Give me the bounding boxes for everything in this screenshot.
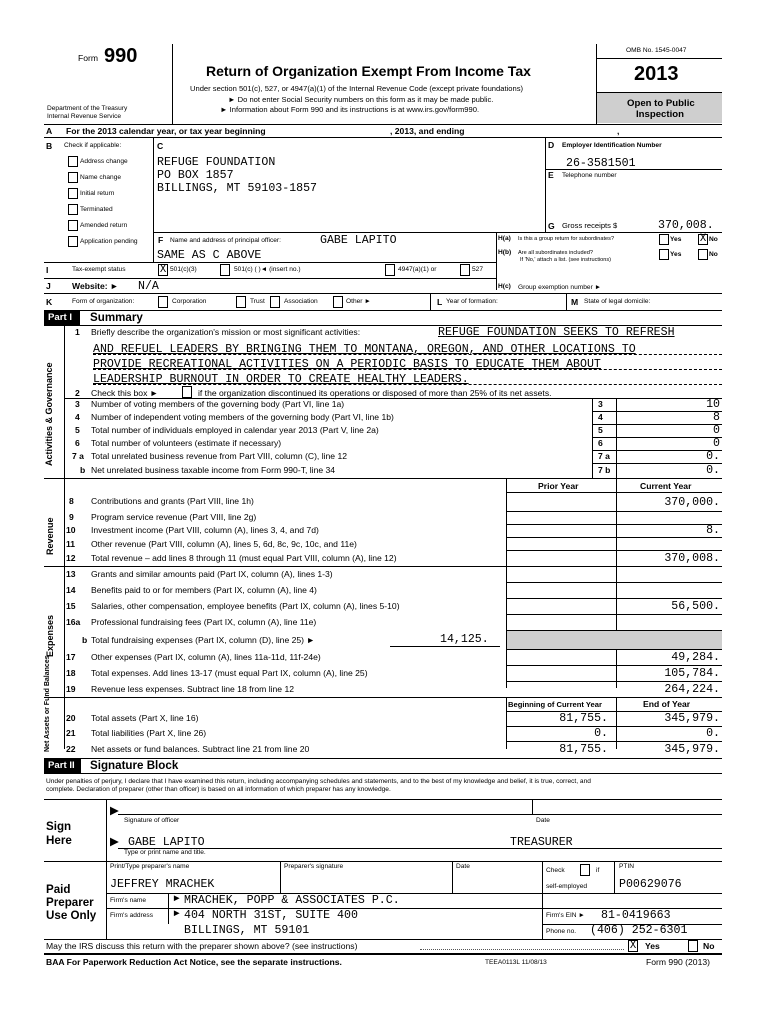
hb-yes: Yes <box>670 251 682 258</box>
firm-name-label: Firm's name <box>110 897 147 904</box>
org-address2: BILLINGS, MT 59103-1857 <box>157 182 318 195</box>
part2-title: Signature Block <box>90 759 179 772</box>
rev-line-text: Contributions and grants (Part VIII, line 1h) <box>91 496 254 506</box>
line-a-letter: A <box>46 126 53 136</box>
exp-line-text: Benefits paid to or for members (Part IX, column (A), line 4) <box>91 585 317 595</box>
exp-line-current: 56,500. <box>671 600 720 613</box>
officer-title: TREASURER <box>510 836 573 849</box>
trust-checkbox[interactable] <box>236 296 246 308</box>
exp-line-num: 17 <box>66 652 76 662</box>
prep-sig-label: Preparer's signature <box>284 863 344 870</box>
line16b-num: b <box>82 635 88 645</box>
corporation-checkbox[interactable] <box>158 296 168 308</box>
rev-line-current: 8. <box>706 524 720 537</box>
ha-no: No <box>709 236 718 243</box>
501c3-label: 501(c)(3) <box>170 266 197 273</box>
sign-label: Sign <box>46 820 72 833</box>
rev-line-text: Total revenue – add lines 8 through 11 (must equal Part VIII, column (A), line 12) <box>91 553 397 563</box>
notice-info: ► Information about Form 990 and its instructions is at www.irs.gov/form990. <box>220 105 480 114</box>
gov-line-value: 0. <box>706 464 720 477</box>
501c-checkbox[interactable] <box>220 264 230 276</box>
line1-text: Briefly describe the organization's mission or most significant activities: <box>91 327 361 337</box>
website-label: Website: ► <box>72 281 119 291</box>
gov-line-num: 5 <box>75 425 80 435</box>
exp-line-current: 105,784. <box>664 667 720 680</box>
col-eoy: End of Year <box>643 699 691 709</box>
org-address1: PO BOX 1857 <box>157 169 234 182</box>
initial-return-checkbox[interactable] <box>68 188 78 199</box>
rev-line-num: 10 <box>66 525 76 535</box>
rev-line-text: Program service revenue (Part VIII, line 2g) <box>91 512 257 522</box>
net-line-text: Total assets (Part X, line 16) <box>91 713 199 723</box>
gov-line-num: 7 a <box>72 451 84 461</box>
rev-line-num: 8 <box>69 496 74 506</box>
line16b-text: Total fundraising expenses (Part IX, column (D), line 25) ► <box>91 635 315 645</box>
net-line-text: Net assets or fund balances. Subtract line 21 from line 20 <box>91 744 310 754</box>
exp-line-text: Professional fundraising fees (Part IX, column (A), line 11e) <box>91 617 317 627</box>
gov-line-value: 10 <box>706 398 720 411</box>
ha-label: H(a) <box>498 235 511 242</box>
gov-line-value: 0 <box>713 437 720 450</box>
gov-line-box: 7 b <box>598 465 611 475</box>
application-pending-label: Application pending <box>80 238 138 245</box>
exp-line-num: 14 <box>66 585 76 595</box>
form-number: 990 <box>104 45 138 67</box>
form-title: Return of Organization Exempt From Income Tax <box>206 63 531 79</box>
line-a-end: , <box>617 126 620 136</box>
gov-line-text: Total number of volunteers (estimate if necessary) <box>91 438 282 448</box>
amended-return-checkbox[interactable] <box>68 220 78 231</box>
ha-text: Is this a group return for subordinates? <box>518 236 615 242</box>
gov-line-text: Total number of individuals employed in calendar year 2013 (Part V, line 2a) <box>91 425 379 435</box>
gov-line-value: 0 <box>713 424 720 437</box>
discuss-no-checkbox[interactable] <box>688 940 698 952</box>
discuss-no-label: No <box>703 941 715 951</box>
gov-line-text: Number of voting members of the governing body (Part VI, line 1a) <box>91 399 345 409</box>
officer-label: Name and address of principal officer: <box>170 237 281 244</box>
line-i-letter: I <box>46 265 49 275</box>
gov-line-text: Total unrelated business revenue from Part VIII, column (C), line 12 <box>91 451 348 461</box>
website-value: N/A <box>138 280 159 293</box>
side-label-net-assets: Net Assets or Fund Balances <box>44 655 51 752</box>
firm-name-arrow-icon: ► <box>172 893 182 904</box>
side-label-governance: Activities & Governance <box>44 362 54 466</box>
telephone-label: Telephone number <box>562 172 617 179</box>
year-formation-label: Year of formation: <box>446 298 498 305</box>
line-d-letter: D <box>548 140 555 150</box>
gross-receipts-label: Gross receipts $ <box>562 221 618 230</box>
state-domicile-label: State of legal domicile: <box>584 298 651 305</box>
hb-no-checkbox[interactable] <box>698 249 708 260</box>
name-change-checkbox[interactable] <box>68 172 78 183</box>
gov-line-num: b <box>80 465 86 475</box>
firm-address2: BILLINGS, MT 59101 <box>184 924 310 937</box>
name-title-label: Type or print name and title. <box>124 849 206 856</box>
part1-label: Part I <box>44 311 80 325</box>
side-label-expenses: Expenses <box>45 614 55 657</box>
501c-label: 501(c) ( )◄ (insert no.) <box>234 266 301 273</box>
gov-line-value: 8 <box>713 411 720 424</box>
tax-exempt-label: Tax-exempt status <box>72 266 126 273</box>
line-f-letter: F <box>158 235 164 245</box>
exp-line-num: 19 <box>66 684 76 694</box>
501c3-checkbox[interactable]: X <box>159 264 167 276</box>
line-b-letter: B <box>46 141 53 151</box>
line1-num: 1 <box>75 327 80 337</box>
net-line-boy: 81,755. <box>559 712 608 725</box>
net-line-num: 20 <box>66 713 76 723</box>
prep-date-label: Date <box>456 863 470 870</box>
paid-label: Paid <box>46 883 71 896</box>
form-footer: Form 990 (2013) <box>646 957 711 967</box>
col-boy: Beginning of Current Year <box>508 700 602 709</box>
preparer-label: Preparer <box>46 896 94 909</box>
address-change-checkbox[interactable] <box>68 156 78 167</box>
ha-yes: Yes <box>670 236 682 243</box>
terminated-label: Terminated <box>80 206 113 213</box>
hb-yes-checkbox[interactable] <box>659 249 669 260</box>
corporation-label: Corporation <box>172 298 207 305</box>
here-label: Here <box>46 834 72 847</box>
association-checkbox[interactable] <box>270 296 280 308</box>
mission-line2: AND REFUEL LEADERS BY BRINGING THEM TO MONTANA, OREGON, AND OTHER LOCATIONS TO <box>93 343 636 356</box>
line-c-label: C <box>157 141 164 151</box>
address-change-label: Address change <box>80 158 128 165</box>
line16b-value: 14,125. <box>440 633 489 646</box>
line-m-letter: M <box>571 297 579 307</box>
exp-line-current: 49,284. <box>671 651 720 664</box>
application-pending-checkbox[interactable] <box>68 236 78 247</box>
4947-checkbox[interactable] <box>385 264 395 276</box>
col-current-year: Current Year <box>640 481 692 491</box>
if-label: if <box>596 867 600 874</box>
line2-text2: if the organization discontinued its operations or disposed of more than 25% of its net assets. <box>198 388 552 398</box>
line2-num: 2 <box>75 388 80 398</box>
gov-line-box: 3 <box>598 399 603 409</box>
line-k-letter: K <box>46 297 53 307</box>
sign-arrow-icon: ▶ <box>110 804 119 817</box>
discuss-yes-label: Yes <box>645 941 660 951</box>
mission-line3: PROVIDE RECREATIONAL ACTIVITIES ON A PERIODIC BASIS TO EDUCATE THEM ABOUT <box>93 358 601 371</box>
gov-line-box: 4 <box>598 412 603 422</box>
name-change-label: Name change <box>80 174 122 181</box>
form-of-org-label: Form of organization: <box>72 298 135 305</box>
gov-line-value: 0. <box>706 450 720 463</box>
other-label: Other ► <box>346 298 371 305</box>
line-b-label: Check if applicable: <box>64 142 122 149</box>
exp-line-num: 15 <box>66 601 76 611</box>
firm-ein-label: Firm's EIN ► <box>546 912 585 919</box>
tax-year: 2013 <box>634 63 679 85</box>
exp-line-text: Total expenses. Add lines 13-17 (must equal Part IX, column (A), line 25) <box>91 668 368 678</box>
form-subtitle: Under section 501(c), 527, or 4947(a)(1) of the Internal Revenue Code (except private foundations) <box>190 84 524 93</box>
side-label-revenue: Revenue <box>45 517 55 555</box>
exp-line-num: 16a <box>66 617 81 627</box>
gov-line-text: Net unrelated business taxable income from Form 990-T, line 34 <box>91 465 336 475</box>
line-j-letter: J <box>46 281 51 291</box>
inspection: Inspection <box>636 109 684 120</box>
rev-line-num: 9 <box>69 512 74 522</box>
gov-line-box: 6 <box>598 438 603 448</box>
ha-yes-checkbox[interactable] <box>659 234 669 245</box>
line2-text: Check this box ► <box>91 388 159 398</box>
mission-line4: LEADERSHIP BURNOUT IN ORDER TO CREATE HEALTHY LEADERS. <box>93 373 469 386</box>
use-only-label: Use Only <box>46 909 97 922</box>
form-word: Form <box>78 53 99 63</box>
firm-ein: 81-0419663 <box>601 909 671 922</box>
net-line-num: 21 <box>66 728 76 738</box>
firm-address-label: Firm's address <box>110 912 154 919</box>
exp-line-text: Salaries, other compensation, employee benefits (Part IX, column (A), lines 5-10) <box>91 601 400 611</box>
firm-name: MRACHEK, POPP & ASSOCIATES P.C. <box>184 894 400 907</box>
rev-line-current: 370,000. <box>664 496 720 509</box>
exp-line-num: 13 <box>66 569 76 579</box>
gov-line-num: 4 <box>75 412 80 422</box>
ptin-label: PTIN <box>619 863 635 870</box>
discontinued-checkbox[interactable] <box>182 386 192 398</box>
amended-return-label: Amended return <box>80 222 128 229</box>
other-checkbox[interactable] <box>333 296 343 308</box>
net-line-eoy: 345,979. <box>664 712 720 725</box>
rev-line-num: 11 <box>66 539 76 549</box>
net-line-boy: 81,755. <box>559 743 608 756</box>
trust-label: Trust <box>250 298 265 305</box>
perjury-text2: complete. Declaration of preparer (other than officer) is based on all information of which preparer has any knowledge. <box>46 786 391 793</box>
hb-text: Are all subordinates included? <box>518 250 593 256</box>
open-public: Open to Public <box>627 98 695 109</box>
ein-value: 26-3581501 <box>566 157 636 170</box>
exp-line-text: Other expenses (Part IX, column (A), lines 11a-11d, 11f-24e) <box>91 652 321 662</box>
gov-line-num: 3 <box>75 399 80 409</box>
hb-note: If 'No,' attach a list. (see instructions) <box>520 257 612 263</box>
527-label: 527 <box>472 266 484 273</box>
signature-officer-label: Signature of officer <box>124 817 180 824</box>
baa-notice: BAA For Paperwork Reduction Act Notice, see the separate instructions. <box>46 957 342 967</box>
hb-no: No <box>709 251 718 258</box>
form-code: TEEA0113L 11/08/13 <box>485 959 547 966</box>
sign-date-label: Date <box>536 817 550 824</box>
line-a-text: For the 2013 calendar year, or tax year beginning <box>66 126 266 136</box>
gov-line-box: 5 <box>598 425 603 435</box>
rev-line-text: Other revenue (Part VIII, column (A), lines 5, 6d, 8c, 9c, 10c, and 11e) <box>91 539 357 549</box>
firm-address-arrow-icon: ► <box>172 908 182 919</box>
gross-receipts-value: 370,008. <box>658 219 714 232</box>
net-line-num: 22 <box>66 744 76 754</box>
phone-value: (406) 252-6301 <box>590 924 688 937</box>
association-label: Association <box>284 298 318 305</box>
ha-no-checkbox[interactable]: X <box>699 233 707 245</box>
irs-label: Internal Revenue Service <box>47 113 122 120</box>
preparer-name: JEFFREY MRACHEK <box>110 878 215 891</box>
prep-name-label: Print/Type preparer's name <box>110 863 190 870</box>
officer-name: GABE LAPITO <box>320 234 397 247</box>
part1-title: Summary <box>90 311 143 324</box>
net-line-eoy: 345,979. <box>664 743 720 756</box>
self-employed-label: self-employed <box>546 883 588 890</box>
perjury-text1: Under penalties of perjury, I declare that I have examined this return, including accompanying schedules and statements, and to the best of my knowledge and belief, it is true, correct, and <box>46 778 591 785</box>
line-l-letter: L <box>437 297 443 307</box>
self-employed-checkbox[interactable] <box>580 864 590 876</box>
name-arrow-icon: ▶ <box>110 835 119 848</box>
officer-sign-name: GABE LAPITO <box>128 836 205 849</box>
gov-line-num: 6 <box>75 438 80 448</box>
hc-label: H(c) <box>498 283 511 290</box>
mission-line1: REFUGE FOUNDATION SEEKS TO REFRESH <box>438 326 675 339</box>
ptin-value: P00629076 <box>619 878 682 891</box>
527-checkbox[interactable] <box>460 264 470 276</box>
initial-return-label: Initial return <box>80 190 115 197</box>
omb-number: OMB No. 1545-0047 <box>626 47 687 54</box>
net-line-eoy: 0. <box>706 727 720 740</box>
line-e-letter: E <box>548 170 554 180</box>
gov-line-box: 7 a <box>598 451 610 461</box>
line-g-letter: G <box>548 221 555 231</box>
net-line-boy: 0. <box>594 727 608 740</box>
notice-ssn: ► Do not enter Social Security numbers on this form as it may be made public. <box>228 95 494 104</box>
discuss-text: May the IRS discuss this return with the preparer shown above? (see instructions) <box>46 941 358 951</box>
terminated-checkbox[interactable] <box>68 204 78 215</box>
hb-label: H(b) <box>498 249 512 256</box>
hc-text: Group exemption number ► <box>518 284 602 291</box>
exp-line-text: Revenue less expenses. Subtract line 18 from line 12 <box>91 684 295 694</box>
col-prior-year: Prior Year <box>538 481 579 491</box>
check-label: Check <box>546 867 565 874</box>
phone-label: Phone no. <box>546 928 577 935</box>
gov-line-text: Number of independent voting members of the governing body (Part VI, line 1b) <box>91 412 394 422</box>
firm-address1: 404 NORTH 31ST, SUITE 400 <box>184 909 358 922</box>
line-a-mid: , 2013, and ending <box>390 126 465 136</box>
rev-line-current: 370,008. <box>664 552 720 565</box>
part2-label: Part II <box>44 759 81 773</box>
rev-line-num: 12 <box>66 553 76 563</box>
net-line-text: Total liabilities (Part X, line 26) <box>91 728 207 738</box>
org-name: REFUGE FOUNDATION <box>157 156 276 169</box>
4947-label: 4947(a)(1) or <box>398 266 437 273</box>
rev-line-text: Investment income (Part VIII, column (A), lines 3, 4, and 7d) <box>91 525 319 535</box>
exp-line-num: 18 <box>66 668 76 678</box>
ein-label: Employer Identification Number <box>562 142 662 149</box>
dept-label: Department of the Treasury <box>47 105 128 112</box>
officer-address: SAME AS C ABOVE <box>157 249 262 262</box>
exp-line-text: Grants and similar amounts paid (Part IX, column (A), lines 1-3) <box>91 569 333 579</box>
discuss-yes-checkbox[interactable]: X <box>629 940 637 952</box>
exp-line-current: 264,224. <box>664 683 720 696</box>
